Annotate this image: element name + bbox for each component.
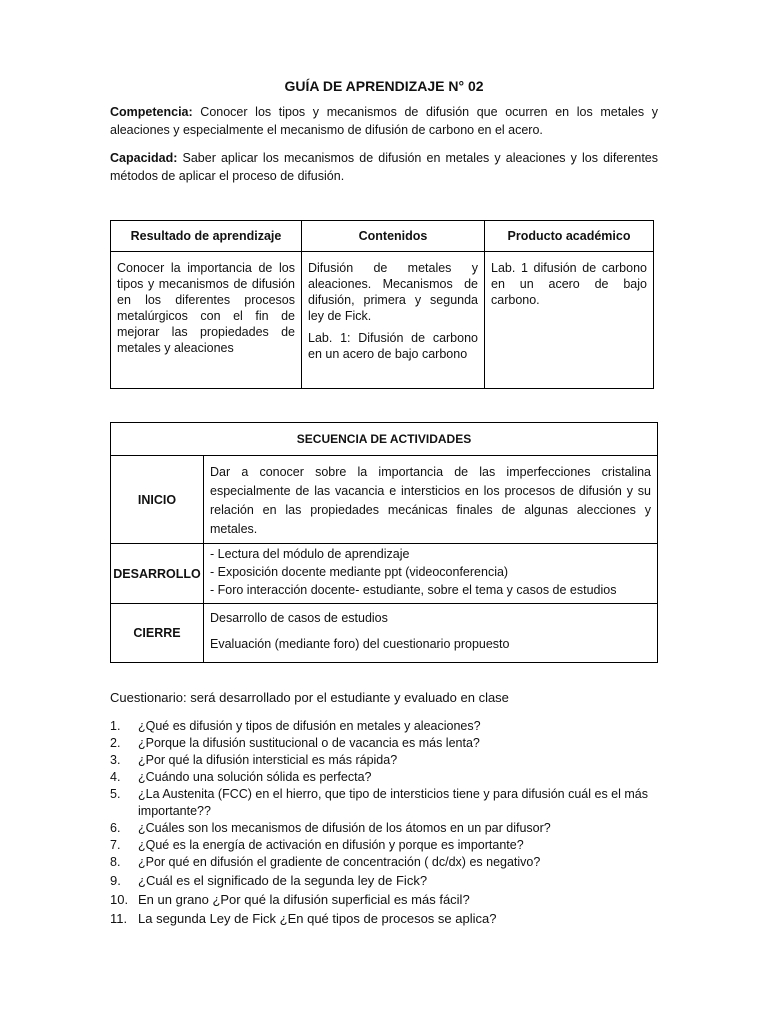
quiz-item	[110, 735, 670, 752]
quiz-item	[110, 909, 670, 928]
quiz-question: ¿Cuáles son los mecanismos de difusión de los átomos en un par difusor?	[138, 821, 551, 835]
learning-outcomes-table	[110, 220, 654, 389]
activities-table	[110, 422, 658, 663]
quiz-number: 9.	[110, 873, 121, 888]
quiz-item	[110, 769, 670, 786]
quiz-question: ¿Cuál es el significado de la segunda ley de Fick?	[138, 873, 428, 888]
inicio-label: INICIO	[111, 456, 204, 544]
competencia-label: Competencia:	[110, 105, 193, 119]
desarrollo-label: DESARROLLO	[111, 544, 204, 604]
competencia-text: Conocer los tipos y mecanismos de difusión que ocurren en los metales y aleaciones y especialmente el mecanismo de difusión de carbono en el acero.	[110, 105, 659, 137]
quiz-question: ¿Qué es difusión y tipos de difusión en metales y aleaciones?	[138, 719, 481, 733]
quiz-title: Cuestionario: será desarrollado por el estudiante y evaluado en clase	[110, 690, 509, 705]
header-producto: Producto académico	[485, 221, 654, 252]
quiz-item	[110, 837, 670, 854]
quiz-question: ¿La Austenita (FCC) en el hierro, que tipo de intersticios tiene y para difusión cuál es el más importante??	[138, 787, 648, 818]
desarrollo-cell	[204, 544, 658, 604]
desarrollo-item: - Exposición docente mediante ppt (videoconferencia)	[210, 565, 509, 579]
cell-producto: Lab. 1 difusión de carbono en un acero de bajo carbono.	[485, 252, 654, 389]
quiz-number: 1.	[110, 719, 121, 733]
desarrollo-item: - Foro interacción docente- estudiante, sobre el tema y casos de estudios	[210, 583, 617, 597]
quiz-list	[110, 718, 670, 928]
quiz-question: ¿Por qué en difusión el gradiente de concentración ( dc/dx) es negativo?	[138, 855, 541, 869]
quiz-question: ¿Por qué la difusión intersticial es más rápida?	[138, 753, 398, 767]
cierre-item: Desarrollo de casos de estudios	[210, 611, 388, 625]
quiz-number: 4.	[110, 770, 121, 784]
quiz-item	[110, 718, 670, 735]
quiz-number: 8.	[110, 855, 121, 869]
contenidos-item: Lab. 1: Difusión de carbono en un acero de bajo carbono	[308, 331, 478, 361]
activities-header: SECUENCIA DE ACTIVIDADES	[111, 423, 658, 456]
quiz-item	[110, 786, 670, 820]
quiz-number: 11.	[110, 911, 128, 926]
quiz-question: En un grano ¿Por qué la difusión superficial es más fácil?	[138, 892, 470, 907]
quiz-question: ¿Qué es la energía de activación en difusión y porque es importante?	[138, 838, 524, 852]
header-resultado: Resultado de aprendizaje	[111, 221, 302, 252]
quiz-item	[110, 854, 670, 871]
competencia-paragraph	[110, 103, 658, 139]
quiz-item	[110, 871, 670, 890]
cell-contenidos	[302, 252, 485, 389]
capacidad-text: Saber aplicar los mecanismos de difusión en metales y aleaciones y los diferentes métodos de aplicar el proceso de difusión.	[110, 151, 658, 183]
quiz-question: ¿Cuándo una solución sólida es perfecta?	[138, 770, 372, 784]
capacidad-label: Capacidad:	[110, 151, 178, 165]
quiz-question: ¿Porque la difusión sustitucional o de vacancia es más lenta?	[138, 736, 480, 750]
quiz-number: 3.	[110, 753, 121, 767]
contenidos-item: Difusión de metales y aleaciones. Mecanismos de difusión, primera y segunda ley de Fick.	[308, 261, 478, 323]
quiz-number: 2.	[110, 736, 121, 750]
header-contenidos: Contenidos	[302, 221, 485, 252]
desarrollo-item: - Lectura del módulo de aprendizaje	[210, 547, 410, 561]
cierre-label: CIERRE	[111, 604, 204, 663]
quiz-question: La segunda Ley de Fick ¿En qué tipos de procesos se aplica?	[138, 911, 497, 926]
quiz-number: 7.	[110, 838, 121, 852]
quiz-number: 5.	[110, 787, 121, 801]
cell-resultado: Conocer la importancia de los tipos y mecanismos de difusión en los diferentes procesos metalúrgicos con el fin de mejorar las propiedades de metales y aleaciones	[111, 252, 302, 389]
cierre-cell	[204, 604, 658, 663]
page-title: GUÍA DE APRENDIZAJE N° 02	[284, 78, 484, 94]
capacidad-paragraph	[110, 149, 658, 185]
cierre-item: Evaluación (mediante foro) del cuestionario propuesto	[210, 637, 510, 651]
inicio-text: Dar a conocer sobre la importancia de las imperfecciones cristalina especialmente de las vacancia e intersticios en los procesos de difusión y su relación en las propiedades mecánicas finales de algunas alecciones y metales.	[204, 456, 658, 544]
quiz-number: 10.	[110, 892, 129, 907]
quiz-item	[110, 890, 670, 909]
quiz-item	[110, 752, 670, 769]
quiz-item	[110, 820, 670, 837]
quiz-number: 6.	[110, 821, 121, 835]
